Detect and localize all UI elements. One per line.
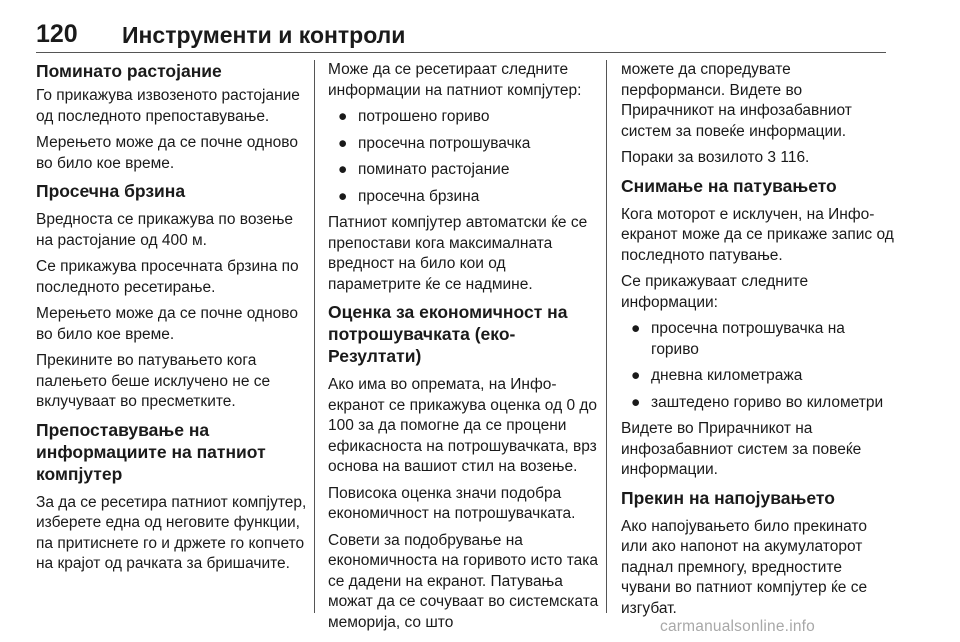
paragraph: Совети за подобрување на економичноста на горивото исто така се дадени на екранот. Патувања можат да се сочуваат во системската меморија, со што [328, 531, 599, 631]
list-item: ● просечна брзина [328, 187, 602, 208]
section-heading-eco-score: Оценка за економичност на потрошувачката (еко-Резултати) [328, 302, 568, 366]
paragraph: Видете во Прирачникот на инфозабавниот систем за повеќе информации. [621, 420, 862, 478]
paragraph: Мерењето може да се почне одново во било кое време. [36, 305, 298, 343]
paragraph: Кога моторот е исклучен, на Инфо-екранот може да се прикаже запис од последното патување. [621, 205, 894, 264]
paragraph: За да се ресетира патниот компјутер, изберете една од неговите функции, па притиснете го и држете го копчето на крајот од рачката за бришачите. [36, 493, 307, 572]
paragraph: Мерењето може да се почне одново во било кое време. [36, 134, 298, 172]
column-middle [328, 60, 602, 639]
paragraph: Се прикажува просечната брзина по последното ресетирање. [36, 258, 299, 296]
watermark: carmanualsonline.info [660, 618, 815, 635]
bullet-icon: ● [338, 161, 348, 178]
section-heading-distance: Поминато растојание [36, 61, 222, 81]
column-left [36, 60, 310, 581]
header-divider [36, 52, 886, 53]
list-item: ● заштедено гориво во километри [621, 393, 895, 414]
column-right [621, 60, 895, 625]
page-reference-link[interactable]: 3 116. [767, 149, 810, 166]
reset-items-list [328, 107, 602, 207]
section-heading-power-interruption: Прекин на напојувањето [621, 487, 835, 508]
bullet-icon: ● [631, 320, 641, 337]
list-item: ● дневна километража [621, 366, 895, 387]
list-item: ● поминато растојание [328, 160, 602, 181]
list-item: ● просечна потрошувачка [328, 134, 602, 155]
page-number: 120 [36, 20, 78, 48]
list-item: ● потрошено гориво [328, 107, 602, 128]
column-divider-right [606, 60, 607, 613]
trip-info-list [621, 319, 895, 413]
paragraph: Прекините во патувањето кога палењето беше исклучено не се вклучуваат во пресметките. [36, 352, 271, 410]
paragraph: можете да споредувате перформанси. Видете во Прирачникот на инфозабавниот систем за повеќе информации. [621, 61, 852, 140]
paragraph: Ако напојувањето било прекинато или ако напонот на акумулаторот паднал премногу, вредностите чувани во патниот компјутер ќе се изгубат. [621, 517, 868, 617]
paragraph: Се прикажуваат следните информации: [621, 273, 809, 311]
page-title: Инструменти и контроли [122, 22, 406, 48]
bullet-icon: ● [338, 187, 348, 205]
section-heading-reset: Препоставување на информациите на патниот компјутер [36, 419, 266, 484]
paragraph: Вредноста се прикажува по возење на растојание од 400 м. [36, 211, 294, 249]
section-heading-trip-record: Снимање на патувањето [621, 175, 837, 196]
paragraph: Повисока оценка значи подобра економичност на потрошувачката. [328, 484, 576, 522]
paragraph: Патниот компјутер автоматски ќе се препостави кога максималната вредност на било кои од параметрите ќе се надмине. [328, 214, 588, 293]
bullet-icon: ● [338, 134, 348, 152]
paragraph: Може да се ресетираат следните информации на патниот компјутер: [328, 61, 582, 99]
bullet-icon: ● [631, 367, 641, 384]
paragraph-reference: Пораки за возилото 3 116. [621, 149, 810, 166]
bullet-icon: ● [338, 108, 348, 125]
bullet-icon: ● [631, 393, 641, 411]
section-heading-average-speed: Просечна брзина [36, 181, 186, 201]
column-divider-left [314, 60, 315, 613]
page-header [36, 20, 886, 48]
paragraph: Ако има во опремата, на Инфо-екранот се прикажува оценка од 0 до 100 за да помогне да се процени ефикасноста на потрошувачката, врз основа на вашиот стил на возење. [328, 376, 598, 475]
paragraph: Го прикажува извозеното растојание од последното препоставување. [36, 87, 300, 125]
list-item: ● просечна потрошувачка на гориво [631, 320, 845, 358]
